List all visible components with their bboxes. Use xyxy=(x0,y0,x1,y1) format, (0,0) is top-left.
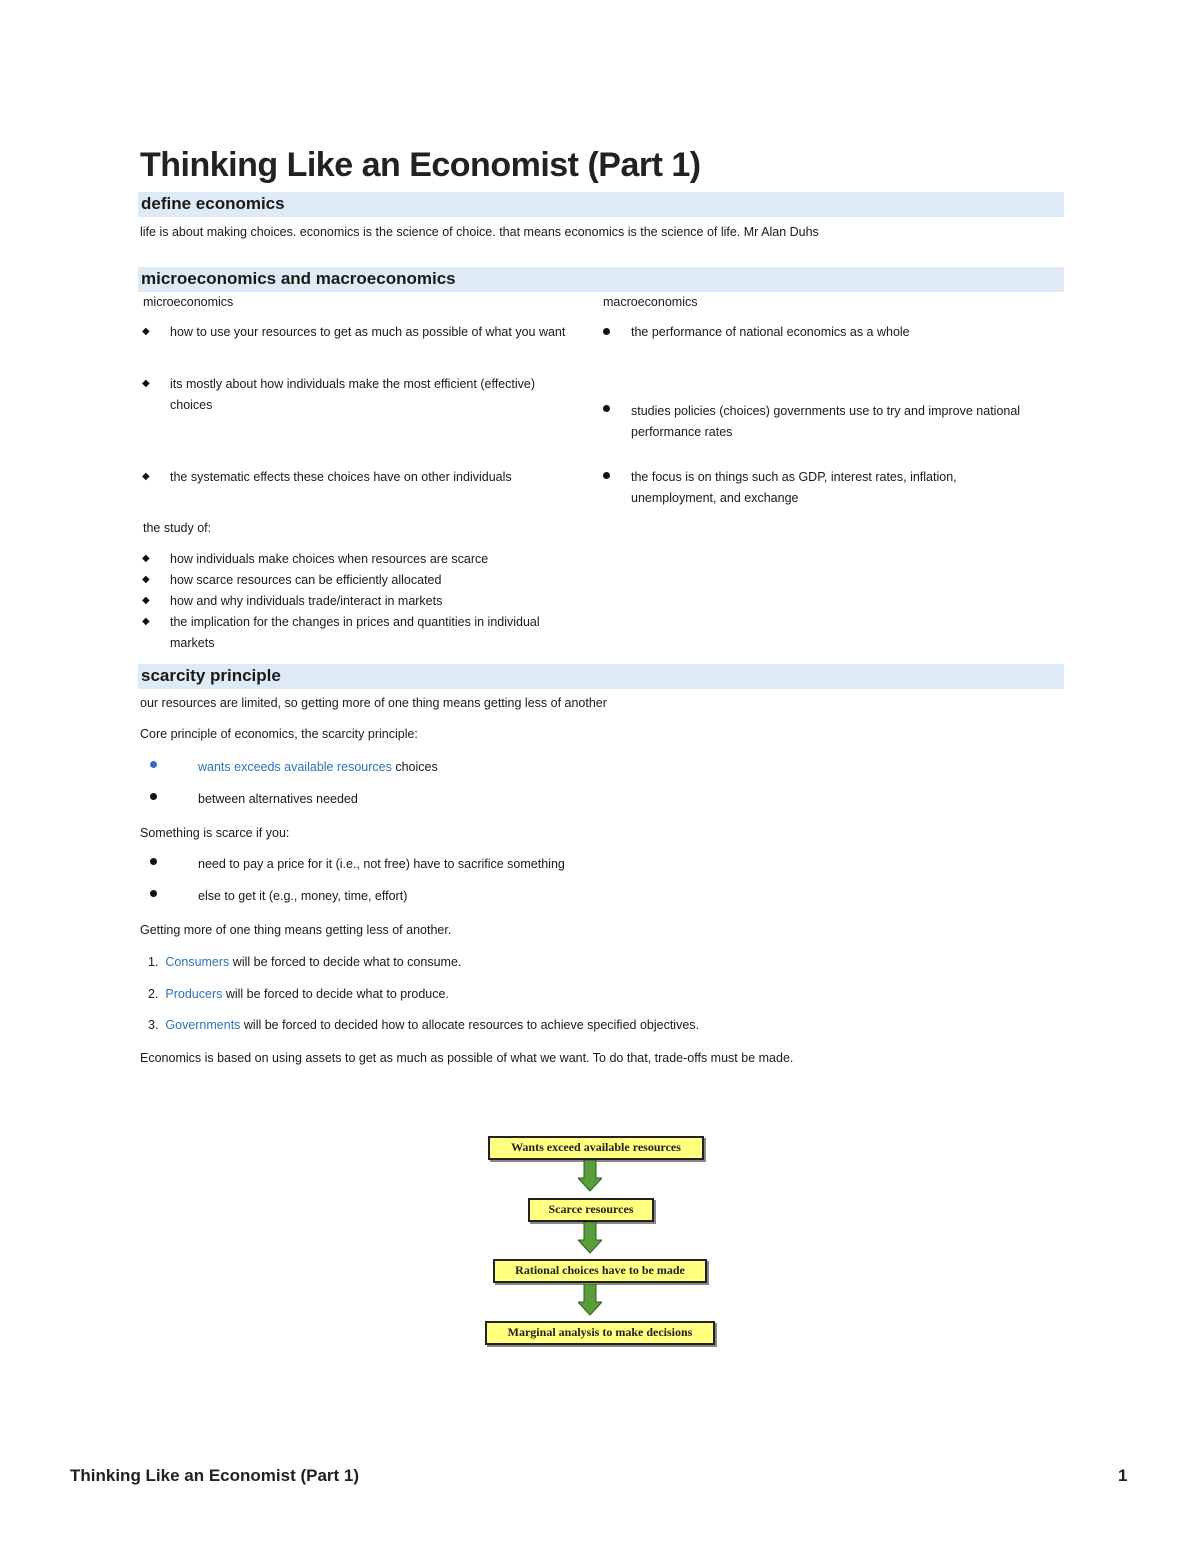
core-item-1-link[interactable]: wants exceeds available resources xyxy=(198,760,392,774)
scarce-label: Something is scarce if you: xyxy=(140,826,290,840)
micro-label: microeconomics xyxy=(143,295,234,309)
numbered-item-2 xyxy=(148,984,449,1005)
section-heading-scarcity-label: scarcity principle xyxy=(141,666,281,685)
scarce-item-2: else to get it (e.g., money, time, effort) xyxy=(198,889,408,903)
scarcity-intro: our resources are limited, so getting more of one thing means getting less of another xyxy=(140,696,607,710)
numbered-item-3-link[interactable]: Governments xyxy=(165,1018,241,1032)
flow-step-4: Marginal analysis to make decisions xyxy=(485,1321,715,1345)
section-heading-scarcity xyxy=(138,664,1064,689)
section-heading-define-label: define economics xyxy=(141,194,285,213)
macro-item-1: the performance of national economics as a whole xyxy=(631,325,910,339)
macro-item-3: the focus is on things such as GDP, interest rates, inflation, unemployment, and exchange xyxy=(631,470,957,505)
core-principle-label: Core principle of economics, the scarcity principle: xyxy=(140,727,418,741)
numbered-item-1-link[interactable]: Consumers xyxy=(165,955,230,969)
down-arrow-icon xyxy=(578,1284,602,1316)
numbered-item-2-rest: will be forced to decide what to produce. xyxy=(222,987,449,1001)
numbered-item-1-num: 1. xyxy=(148,955,159,969)
define-text: life is about making choices. economics is the science of choice. that means economics is the science of life. Mr Alan Duhs xyxy=(140,225,819,239)
numbered-item-2-num: 2. xyxy=(148,987,159,1001)
macro-label: macroeconomics xyxy=(603,295,698,309)
round-bullet-icon xyxy=(150,793,157,800)
study-item-3: how and why individuals trade/interact in markets xyxy=(170,594,443,608)
numbered-item-3-num: 3. xyxy=(148,1018,159,1032)
micro-item-1: how to use your resources to get as much as possible of what you want xyxy=(170,325,566,339)
scarce-item-1: need to pay a price for it (i.e., not free) have to sacrifice something xyxy=(198,857,565,871)
section-heading-micro-macro-label: microeconomics and macroeconomics xyxy=(141,269,456,288)
diamond-bullet-icon: ◆ xyxy=(142,616,150,627)
down-arrow-icon xyxy=(578,1222,602,1254)
diamond-bullet-icon: ◆ xyxy=(142,378,150,389)
round-bullet-icon xyxy=(150,761,157,768)
diamond-bullet-icon: ◆ xyxy=(142,574,150,585)
core-item-1 xyxy=(198,757,438,778)
core-item-1-rest: choices xyxy=(391,760,438,774)
study-item-1: how individuals make choices when resources are scarce xyxy=(170,552,489,566)
round-bullet-icon xyxy=(150,890,157,897)
numbered-item-1 xyxy=(148,952,461,973)
flow-step-2: Scarce resources xyxy=(528,1198,654,1222)
micro-item-3: the systematic effects these choices have on other individuals xyxy=(170,470,512,484)
round-bullet-icon xyxy=(603,328,610,335)
footer-title: Thinking Like an Economist (Part 1) xyxy=(70,1466,360,1485)
section-heading-define xyxy=(138,192,1064,217)
flow-step-1: Wants exceed available resources xyxy=(488,1136,704,1160)
core-item-2: between alternatives needed xyxy=(198,792,358,806)
diamond-bullet-icon: ◆ xyxy=(142,471,150,482)
getting-more-text: Getting more of one thing means getting less of another. xyxy=(140,923,452,937)
page-number: 1 xyxy=(1118,1466,1128,1485)
section-heading-micro-macro xyxy=(138,267,1064,292)
page-title: Thinking Like an Economist (Part 1) xyxy=(140,146,701,184)
numbered-item-1-rest: will be forced to decide what to consume. xyxy=(229,955,462,969)
flow-step-3: Rational choices have to be made xyxy=(493,1259,707,1283)
study-label: the study of: xyxy=(143,521,212,535)
round-bullet-icon xyxy=(603,472,610,479)
down-arrow-icon xyxy=(578,1160,602,1192)
numbered-item-2-link[interactable]: Producers xyxy=(165,987,223,1001)
conclusion-text: Economics is based on using assets to get as much as possible of what we want. To do that, trade-offs must be made. xyxy=(140,1051,794,1065)
diamond-bullet-icon: ◆ xyxy=(142,553,150,564)
numbered-item-3-rest: will be forced to decided how to allocate resources to achieve specified objectives. xyxy=(240,1018,700,1032)
diamond-bullet-icon: ◆ xyxy=(142,326,150,337)
micro-item-2: its mostly about how individuals make the most efficient (effective) choices xyxy=(170,377,535,412)
study-item-4: the implication for the changes in prices and quantities in individual markets xyxy=(170,615,540,650)
study-item-2: how scarce resources can be efficiently allocated xyxy=(170,573,442,587)
diamond-bullet-icon: ◆ xyxy=(142,595,150,606)
numbered-item-3 xyxy=(148,1015,699,1036)
round-bullet-icon xyxy=(603,405,610,412)
round-bullet-icon xyxy=(150,858,157,865)
macro-item-2: studies policies (choices) governments use to try and improve national performance rates xyxy=(631,404,1021,439)
